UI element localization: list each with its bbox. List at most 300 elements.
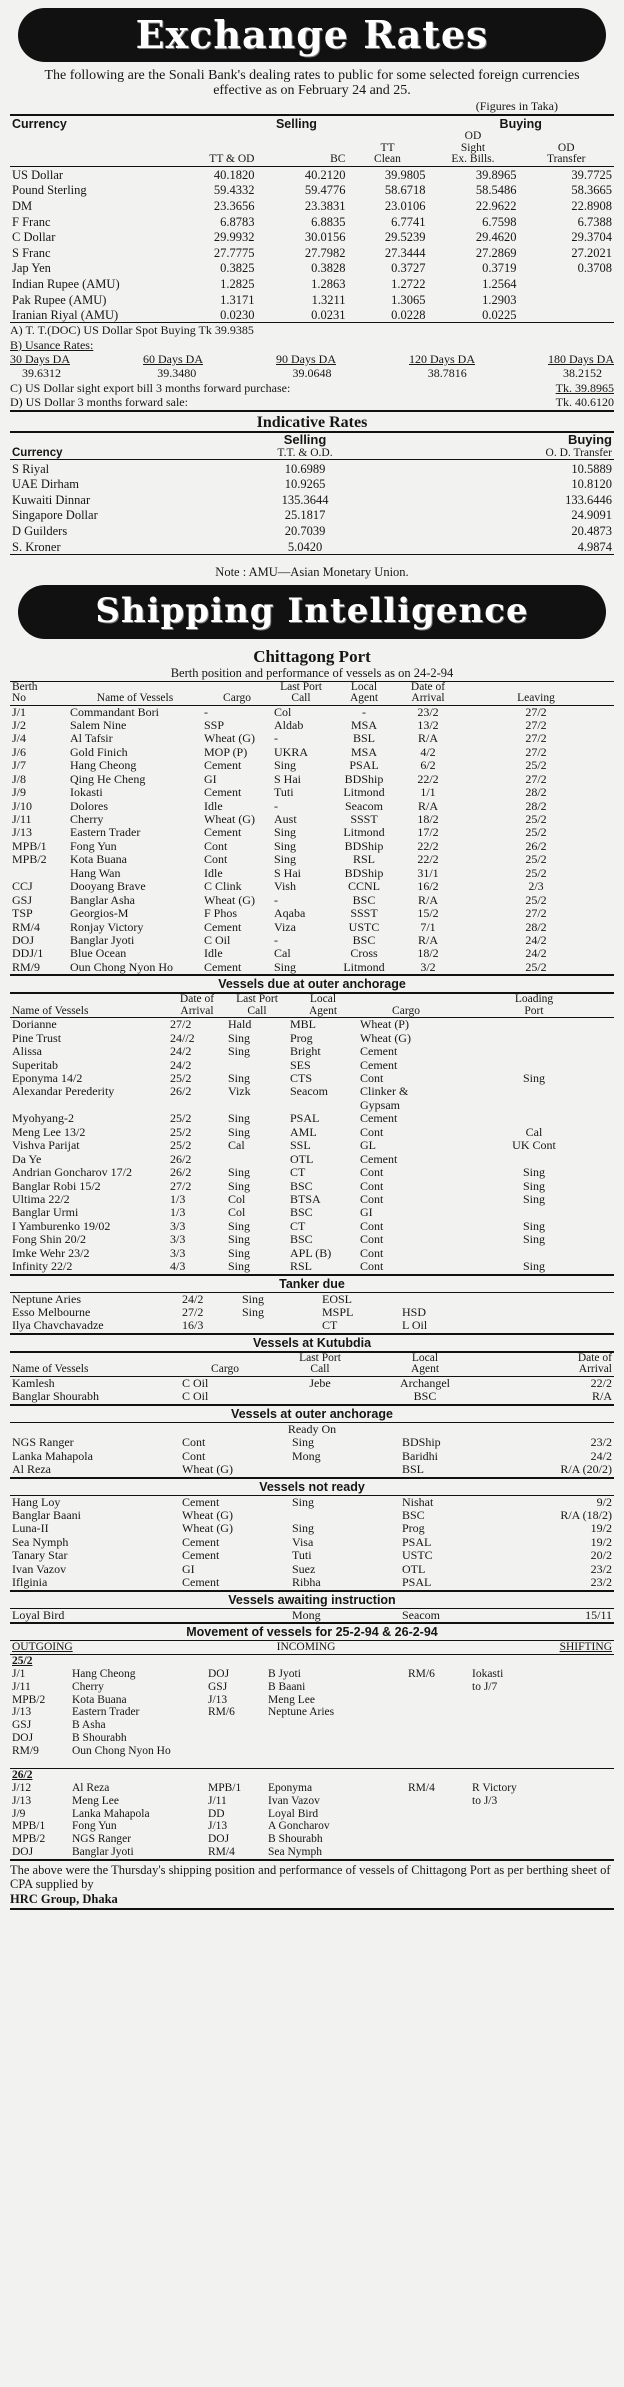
table-row [10,244,614,260]
table-row [10,538,614,554]
table-cell: PSAL [402,1535,432,1549]
table-cell [454,1085,614,1098]
table-cell: 1.2863 [311,277,346,291]
table-row [10,182,614,198]
col-buying: Buying [499,117,542,132]
table-cell: C Dollar [12,230,56,245]
column-header: Date of Arrival [179,993,215,1017]
table-cell [206,1732,266,1745]
table-cell: 25/2 [525,826,547,840]
table-cell: Georgios-M [70,907,129,921]
table-cell: 29.5239 [384,230,426,245]
table-cell: Kota Buana [72,1693,127,1706]
table-row [10,894,614,907]
table-cell: Sing [228,1072,251,1086]
table-cell: SSST [350,907,378,921]
table-cell: Mong [292,1608,321,1622]
table-cell: MPB/2 [12,1693,46,1706]
table-cell: J/4 [12,732,27,746]
table-row [10,1193,614,1206]
table-cell: Tuti [274,786,294,800]
movement-rows-2 [10,1782,614,1859]
table-cell: Cross [350,947,378,961]
note-c: C) US Dollar sight export bill 3 months forward purchase: Tk. 39.8965 [10,380,614,395]
ind-col-selling: Selling T.T. & O.D. [277,433,333,459]
table-row [10,1306,614,1319]
table-cell: - [274,732,278,746]
table-cell: Sing [228,1031,251,1045]
table-cell: 39.8965 [475,167,517,182]
table-cell: 27/2 [525,745,547,759]
table-cell: 9/2 [596,1495,612,1509]
table-cell [180,1609,290,1622]
table-cell: 6.7741 [391,214,426,229]
table-row [10,1220,614,1233]
table-cell: 25/2 [525,853,547,867]
kutubdia-title: Vessels at Kutubdia [10,1333,614,1352]
table-row [10,705,614,719]
table-row [10,1099,614,1112]
table-cell: Hang Cheong [72,1667,136,1680]
table-cell: 22/2 [417,853,439,867]
table-cell: 22/2 [417,839,439,853]
table-cell: S. Kroner [12,539,61,554]
table-cell: Indian Rupee (AMU) [12,277,120,291]
table-cell: Sea Nymph [268,1846,322,1859]
table-cell: SES [290,1058,311,1072]
table-cell: Sing [228,1219,251,1233]
indicative-table [10,433,614,553]
table-cell [406,1732,470,1745]
table-cell [470,1820,614,1833]
table-cell: Cement [204,826,242,840]
table-cell: 27/2 [525,732,547,746]
table-cell: 1.2903 [482,292,517,307]
ind-col-currency: Currency [12,446,63,459]
exchange-notes [10,323,614,409]
sub-bc: BC [330,153,346,166]
table-cell: BSC [290,1206,313,1220]
table-cell: C Oil [182,1390,209,1404]
note-d: D) US Dollar 3 months forward sale: Tk. 40.6120 [10,395,614,410]
table-row [10,476,614,492]
ready-title: Vessels at outer anchorage [10,1404,614,1423]
table-cell: 23/2 [417,705,439,719]
table-row [10,1085,614,1098]
table-cell: Cement [182,1535,220,1549]
table-row [10,1833,614,1846]
table-cell: MOP (P) [204,745,248,759]
footer-note: The above were the Thursday's shipping position and performance of vessels of Chittagong Port as per berthing sheet of CPA supplied by HRC Group, Dhaka [10,1863,611,1906]
table-cell [406,1808,470,1821]
table-cell: 25.1817 [284,508,326,523]
column-header: Name of Vessels [96,692,174,705]
table-cell: GSJ [208,1680,228,1693]
table-cell: 25/2 [525,759,547,773]
table-cell: Sing [242,1292,265,1306]
table-cell: Al Tafsir [70,732,113,746]
table-row [10,491,614,507]
table-cell: 4.9874 [577,539,612,554]
table-cell: CT [322,1319,338,1333]
table-cell: RM/9 [12,1745,39,1758]
table-cell: 1.2564 [482,277,517,291]
table-row [10,732,614,745]
table-cell: 25/2 [170,1072,192,1086]
table-cell: Loyal Bird [268,1807,319,1820]
table-cell: Vizk [228,1085,251,1099]
table-cell: RM/6 [208,1706,235,1719]
table-cell: J/2 [12,718,27,732]
table-row [10,1509,614,1522]
table-cell: Oun Chong Nyon Ho [72,1745,171,1758]
table-cell: RM/4 [12,920,41,934]
column-header: Cargo [392,1004,420,1017]
table-cell: 27/2 [525,718,547,732]
table-cell: Luna-II [12,1522,49,1536]
table-cell: 1.3211 [311,292,346,307]
table-cell: Esso Melbourne [12,1306,91,1320]
column-header: Local Agent [410,1352,440,1376]
table-cell: 25/2 [525,893,547,907]
outer-table [10,993,614,1273]
table-cell: UKRA [274,745,309,759]
table-cell: J/7 [12,759,27,773]
table-cell: Banglar Robi 15/2 [12,1179,101,1193]
table-row [10,213,614,229]
table-cell: J/13 [208,1820,228,1833]
table-cell: J/6 [12,745,27,759]
table-cell: 22.9622 [475,199,517,214]
table-cell: Bright [290,1045,321,1059]
table-cell: B Shourabh [268,1833,323,1846]
table-cell [10,867,68,880]
table-cell: Ronjay Victory [70,920,144,934]
table-cell: to J/7 [472,1680,498,1693]
table-row [10,1072,614,1085]
table-cell: 25/2 [525,813,547,827]
port-subtitle: Berth position and performance of vessels as on 24-2-94 [170,665,454,680]
table-cell: 27/2 [525,705,547,719]
table-row [10,166,614,182]
table-cell [270,1390,370,1403]
table-cell: R/A (18/2) [560,1508,612,1522]
table-cell: Da Ye [12,1152,42,1166]
table-row [10,1694,614,1707]
table-cell: DOJ [208,1667,230,1680]
table-row [10,1450,614,1463]
table-cell: 27/2 [525,772,547,786]
table-cell: J/13 [12,1794,32,1807]
table-cell: Cherry [72,1680,104,1693]
mv-incoming: INCOMING [276,1641,336,1654]
table-cell: - [362,705,366,719]
table-cell: Cont [360,1125,384,1139]
figures-note: (Figures in Taka) [475,99,558,114]
notready-table [10,1496,614,1590]
table-cell: Sing [522,1192,545,1206]
table-cell: 13/2 [417,718,439,732]
table-cell: R/A [417,799,438,813]
table-cell: NGS Ranger [72,1833,132,1846]
table-cell [226,1153,288,1166]
column-header: Leaving [517,692,555,705]
table-cell: Sing [274,839,297,853]
table-row [10,1126,614,1139]
table-cell: 26/2 [170,1085,192,1099]
table-cell: US Dollar [12,167,64,182]
footer-source: HRC Group, Dhaka [10,1891,118,1906]
table-cell: MPB/1 [12,1820,46,1833]
header-row [10,994,614,1018]
table-cell: Vish [274,880,296,894]
table-cell: Aqaba [274,907,306,921]
table-row [10,934,614,947]
col-selling: Selling [275,117,317,132]
table-cell: CT [290,1166,306,1180]
table-cell: Eponyma 14/2 [12,1072,83,1086]
table-cell: Al Reza [72,1781,110,1794]
table-cell [288,1099,358,1112]
table-cell [470,1833,614,1846]
ready-on: Ready On [287,1421,337,1436]
table-cell: Sing [292,1495,315,1509]
mv-date-1: 25/2 [12,1654,33,1667]
berth-headers [10,681,614,705]
table-row [10,840,614,853]
table-row [10,1536,614,1549]
table-cell: Litmond [343,786,385,800]
table-cell: Prog [402,1522,425,1536]
table-cell [454,1247,614,1260]
table-cell: 6.8783 [220,214,255,229]
table-cell: Cont [360,1233,384,1247]
table-cell: R/A [417,933,438,947]
column-header: Loading Port [514,993,554,1017]
table-cell: 23.3656 [213,199,255,214]
table-cell: Cement [204,786,242,800]
table-cell: 6.8835 [311,214,346,229]
table-cell: L Oil [402,1319,428,1333]
table-cell: Fong Yun [72,1820,117,1833]
table-cell: J/11 [208,1794,227,1807]
table-cell: 27.7775 [213,245,255,260]
indicative-rows [10,460,614,554]
table-cell: Sing [292,1436,315,1450]
table-cell: 3/3 [170,1246,186,1260]
table-cell: Alexandar Perederity [12,1085,115,1099]
table-cell [226,1099,288,1112]
table-cell: BSC [352,893,376,907]
table-cell: 6.7388 [577,214,612,229]
table-row [10,759,614,772]
table-row [10,1436,614,1449]
table-cell: 27.2869 [475,245,517,260]
table-cell [10,1099,168,1112]
table-cell: Banglar Urmi [12,1206,79,1220]
table-cell: 24/2 [182,1292,204,1306]
table-cell: Sing [228,1125,251,1139]
table-cell: GSJ [12,893,33,907]
table-cell: Sing [228,1045,251,1059]
table-cell: UAE Dirham [12,477,79,492]
table-cell: RM/4 [408,1781,435,1794]
table-cell: Loyal Bird [12,1608,65,1622]
table-cell: Sing [274,826,297,840]
table-row [10,880,614,893]
table-row [10,1549,614,1562]
table-cell: 28/2 [525,799,547,813]
table-cell: APL (B) [290,1246,332,1260]
table-cell: Lanka Mahapola [72,1807,150,1820]
table-cell: Col [228,1206,246,1220]
table-cell: Meng Lee [72,1794,119,1807]
table-cell [266,1732,406,1745]
table-cell: - [274,893,278,907]
table-cell: B Baani [268,1680,306,1693]
table-cell: 10.9265 [284,477,326,492]
table-cell: Prog [290,1031,313,1045]
table-cell: 20.7039 [284,523,326,538]
table-cell [226,1059,288,1072]
table-cell: 0.0231 [311,308,346,323]
table-cell: Superitab [12,1058,58,1072]
table-cell: 1.2825 [220,277,255,291]
table-cell: 6/2 [420,759,436,773]
table-cell: Infinity 22/2 [12,1260,73,1274]
table-row [10,867,614,880]
table-cell: 0.0225 [482,308,517,323]
table-row [10,1808,614,1821]
table-row [10,1139,614,1152]
table-cell: 16/2 [417,880,439,894]
exchange-table [10,116,614,323]
table-cell: SSL [290,1139,311,1153]
table-cell: Cont [182,1449,206,1463]
table-row [10,1319,614,1332]
table-row [10,1732,614,1745]
table-cell: Seacom [345,799,383,813]
note-a: A) T. T.(DOC) US Dollar Spot Buying Tk 39.9385 [10,323,254,338]
table-cell: BSC [352,933,376,947]
awaiting-title: Vessels awaiting instruction [10,1590,614,1609]
table-row [10,1706,614,1719]
ind-col-buying: Buying O. D. Transfer [545,433,612,459]
table-cell: 1/3 [170,1192,186,1206]
table-cell: GI [360,1206,373,1220]
table-cell: Sing [274,759,297,773]
table-cell: 17/2 [417,826,439,840]
column-header: Berth No [12,681,38,705]
table-cell: OTL [290,1152,314,1166]
table-cell: 135.3644 [281,492,329,507]
ready-rows [10,1436,614,1476]
table-row [10,1247,614,1260]
table-cell: Sing [274,853,297,867]
table-cell: F Franc [12,214,51,229]
table-row [10,1522,614,1535]
table-cell: Banglar Baani [12,1508,81,1522]
table-cell: SSP [204,718,225,732]
table-cell: 59.4332 [213,183,255,198]
table-cell: CCJ [12,880,33,894]
table-cell: Cement [182,1549,220,1563]
table-cell: Baridhi [402,1449,438,1463]
table-cell: Sing [274,960,297,974]
table-cell: Hang Cheong [70,759,137,773]
table-cell: Hald [228,1017,252,1032]
table-cell: Idle [204,947,223,961]
usance-labels: 30 Days DA 60 Days DA 90 Days DA 120 Days DA 180 Days DA [10,351,614,366]
table-cell: MPB/1 [12,839,47,853]
table-cell: AML [290,1125,317,1139]
table-cell: Sing [242,1306,265,1320]
table-cell: Tuti [292,1549,312,1563]
table-cell: 0.3719 [482,261,517,276]
kutubdia-headers [10,1352,614,1376]
table-cell: EOSL [322,1292,352,1306]
table-cell: Sing [522,1072,545,1086]
column-header: Last Port Call [280,681,322,705]
table-cell: J/13 [12,1706,32,1719]
movement-title: Movement of vessels for 25-2-94 & 26-2-94 [10,1622,614,1641]
table-cell: Wheat (G) [204,732,255,746]
table-cell: UK Cont [512,1139,556,1153]
table-cell: - [204,705,208,719]
movement-table-2 [10,1768,614,1859]
table-cell: 24//2 [170,1031,195,1045]
table-cell: Banglar Shourabh [12,1390,99,1404]
table-cell: PSAL [349,759,379,773]
tanker-title: Tanker due [10,1274,614,1293]
berth-table [10,681,614,975]
table-cell: MBL [290,1017,317,1032]
table-row [10,522,614,538]
table-cell: Sing [228,1179,251,1193]
table-cell: Oun Chong Nyon Ho [70,960,174,974]
table-row [10,786,614,799]
awaiting-rows [10,1609,614,1622]
table-cell: Wheat (G) [204,813,255,827]
table-cell: Meng Lee [268,1693,315,1706]
table-cell: 0.3828 [311,261,346,276]
table-cell: BSL [352,732,375,746]
table-cell: 29.3704 [571,230,612,245]
table-cell: Pound Sterling [12,183,87,198]
table-cell: 58.5486 [475,183,517,198]
table-cell: 10.8120 [571,477,612,492]
table-cell: Cherry [70,813,104,827]
table-cell: C Oil [204,933,231,947]
table-cell: 15/11 [585,1608,612,1622]
table-cell [454,1045,614,1058]
table-row [10,1376,614,1390]
table-cell: HSD [402,1306,427,1320]
table-cell: - [274,799,278,813]
table-cell: 27.7982 [304,245,346,260]
table-cell: 24/2 [590,1449,612,1463]
table-cell: 133.6446 [565,492,612,507]
sub-od-sight: OD Sight Ex. Bills. [451,131,495,166]
outer-rows [10,1018,614,1274]
table-cell: 25/2 [525,866,547,880]
kutubdia-rows [10,1376,614,1403]
table-cell: 18/2 [417,947,439,961]
table-cell: GI [204,772,217,786]
rule [10,554,614,555]
movement-rows-1 [10,1668,614,1758]
table-cell: Wheat (G) [182,1522,233,1536]
